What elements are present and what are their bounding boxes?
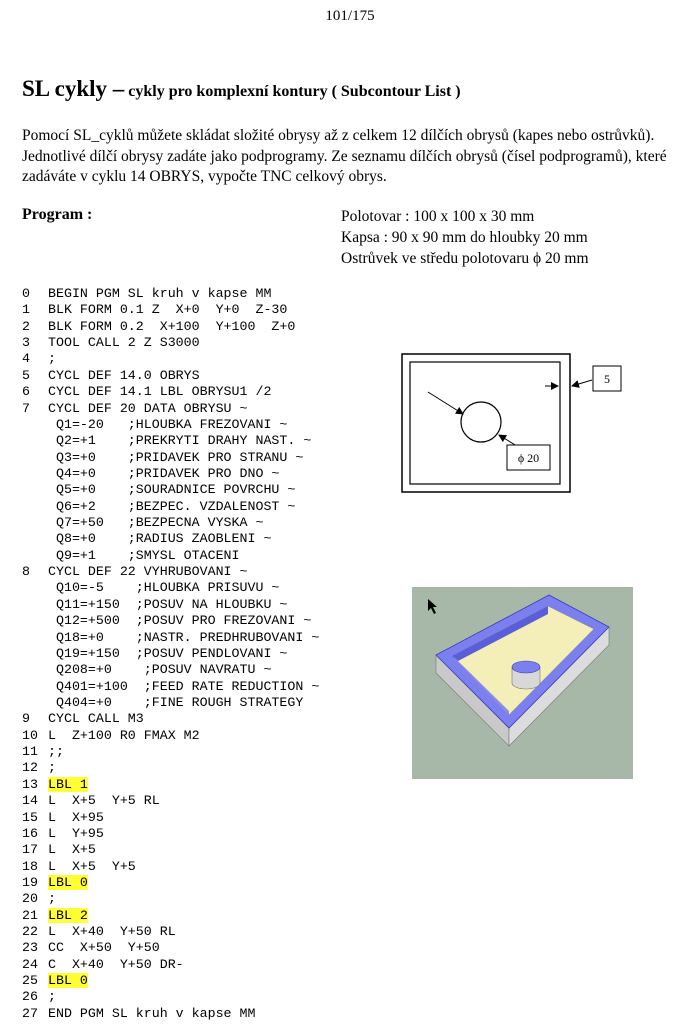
contour-diagram (400, 352, 630, 494)
code-text: Q8=+0 ;RADIUS ZAOBLENI ~ (48, 531, 272, 547)
line-number: 19 (22, 874, 38, 890)
workpiece-spec (341, 206, 589, 269)
code-text: TOOL CALL 2 Z S3000 (48, 335, 200, 351)
code-line (22, 973, 319, 989)
code-line (22, 499, 319, 515)
code-line (22, 777, 319, 793)
code-text: CYCL DEF 14.1 LBL OBRYSU1 /2 (48, 384, 272, 400)
code-line (22, 695, 319, 711)
code-text: CC X+50 Y+50 (48, 940, 160, 956)
line-number: 18 (22, 858, 38, 874)
line-number: 13 (22, 776, 38, 792)
code-line (22, 433, 319, 449)
line-number: 3 (22, 335, 30, 351)
line-number: 23 (22, 940, 38, 956)
code-line (22, 368, 319, 384)
line-number: 15 (22, 809, 38, 825)
pocket-3d-render (412, 587, 633, 779)
code-text: L X+5 (48, 842, 96, 858)
line-number: 27 (22, 1005, 38, 1021)
spec-line: Kapsa : 90 x 90 mm do hloubky 20 mm (341, 229, 588, 246)
wall-label: 5 (604, 372, 610, 386)
line-number: 2 (22, 318, 30, 334)
code-text: Q7=+50 ;BEZPECNA VYSKA ~ (48, 515, 264, 531)
code-line (22, 466, 319, 482)
code-line (22, 564, 319, 580)
line-number: 5 (22, 367, 30, 383)
nc-program-listing (22, 286, 319, 1022)
code-line (22, 335, 319, 351)
spec-line: Ostrůvek ve středu polotovaru ϕ 20 mm (341, 250, 589, 267)
line-number: 1 (22, 302, 30, 318)
code-text: BLK FORM 0.2 X+100 Y+100 Z+0 (48, 318, 296, 334)
code-line (22, 810, 319, 826)
code-line (22, 384, 319, 400)
code-text: Q208=+0 ;POSUV NAVRATU ~ (48, 662, 272, 678)
code-line (22, 613, 319, 629)
code-line (22, 744, 319, 760)
title-sub: cykly pro komplexní kontury ( Subcontour List ) (128, 83, 461, 100)
code-text: CYCL DEF 22 VYHRUBOVANI ~ (48, 564, 248, 580)
code-line (22, 548, 319, 564)
line-number: 12 (22, 760, 38, 776)
line-number: 4 (22, 351, 30, 367)
label-marker: LBL 0 (48, 973, 88, 989)
line-number: 22 (22, 924, 38, 940)
code-text: Q10=-5 ;HLOUBKA PRISUVU ~ (48, 580, 280, 596)
code-text: CYCL DEF 14.0 OBRYS (48, 367, 200, 383)
code-line (22, 711, 319, 727)
code-line (22, 482, 319, 498)
blank-outline (402, 354, 570, 492)
label-marker: LBL 1 (48, 776, 88, 792)
wall-arrow-out (572, 380, 592, 386)
code-text: L Z+100 R0 FMAX M2 (48, 727, 200, 743)
code-text: CYCL CALL M3 (48, 711, 144, 727)
code-line (22, 891, 319, 907)
code-line (22, 940, 319, 956)
line-number: 25 (22, 973, 38, 989)
code-text: ; (48, 351, 56, 367)
code-line (22, 989, 319, 1005)
page-number: 101/175 (325, 8, 375, 24)
code-text: Q9=+1 ;SMYSL OTACENI (48, 547, 240, 563)
code-line (22, 597, 319, 613)
label-marker: LBL 0 (48, 874, 88, 890)
code-text: ; (48, 891, 56, 907)
line-number: 20 (22, 891, 38, 907)
code-line (22, 401, 319, 417)
line-number: 26 (22, 989, 38, 1005)
line-number: 14 (22, 793, 38, 809)
code-text: Q12=+500 ;POSUV PRO FREZOVANI ~ (48, 613, 312, 629)
code-text: ; (48, 989, 56, 1005)
island-label: ϕ 20 (517, 451, 540, 465)
code-text: Q19=+150 ;POSUV PENDLOVANI ~ (48, 645, 288, 661)
code-text: Q401=+100 ;FEED RATE REDUCTION ~ (48, 678, 320, 694)
spec-line: Polotovar : 100 x 100 x 30 mm (341, 208, 535, 225)
code-line (22, 515, 319, 531)
code-text: Q2=+1 ;PREKRYTI DRAHY NAST. ~ (48, 433, 312, 449)
intro-paragraph: Pomocí SL_cyklů můžete skládat složité obrysy až z celkem 12 dílčích obrysů (kapes nebo ostrůvků). Jednotlivé dílčí obrysy zadáte jako podprogramy. Ze seznamu dílčích obrysů (čísel podprogramů), které zadáváte v cyklu 14 OBRYS, vypočte TNC celkový obrys. (22, 127, 667, 185)
code-text: Q5=+0 ;SOURADNICE POVRCHU ~ (48, 482, 296, 498)
program-label: Program : (22, 206, 93, 223)
code-line (22, 417, 319, 433)
line-number: 16 (22, 825, 38, 841)
code-line (22, 630, 319, 646)
code-text: L Y+95 (48, 825, 104, 841)
code-text: L X+5 Y+5 RL (48, 793, 160, 809)
code-text: Q6=+2 ;BEZPEC. VZDALENOST ~ (48, 498, 296, 514)
code-line (22, 679, 319, 695)
code-text: Q18=+0 ;NASTR. PREDHRUBOVANI ~ (48, 629, 320, 645)
code-line (22, 351, 319, 367)
line-number: 21 (22, 907, 38, 923)
line-number: 6 (22, 384, 30, 400)
label-marker: LBL 2 (48, 907, 88, 923)
code-text: L X+95 (48, 809, 104, 825)
code-line (22, 924, 319, 940)
code-line (22, 450, 319, 466)
code-text: BEGIN PGM SL kruh v kapse MM (48, 286, 272, 301)
line-number: 11 (22, 744, 38, 760)
code-line (22, 1006, 319, 1022)
code-line (22, 875, 319, 891)
code-text: ;; (48, 744, 64, 760)
code-line (22, 580, 319, 596)
code-line (22, 302, 319, 318)
code-line (22, 646, 319, 662)
code-text: Q11=+150 ;POSUV NA HLOUBKU ~ (48, 596, 288, 612)
code-text: Q4=+0 ;PRIDAVEK PRO DNO ~ (48, 465, 280, 481)
line-number: 10 (22, 727, 38, 743)
code-line (22, 908, 319, 924)
pointer-arrow (428, 392, 463, 414)
code-text: Q1=-20 ;HLOUBKA FREZOVANI ~ (48, 416, 288, 432)
code-line (22, 793, 319, 809)
code-text: ; (48, 760, 56, 776)
code-text: L X+40 Y+50 RL (48, 924, 176, 940)
island-circle (461, 402, 501, 442)
code-line (22, 662, 319, 678)
code-line (22, 760, 319, 776)
code-line (22, 728, 319, 744)
title-main: SL cykly – (22, 76, 125, 101)
code-line (22, 531, 319, 547)
line-number: 7 (22, 400, 30, 416)
line-number: 24 (22, 956, 38, 972)
code-text: BLK FORM 0.1 Z X+0 Y+0 Z-30 (48, 302, 288, 318)
section-title (22, 76, 461, 102)
code-text: C X+40 Y+50 DR- (48, 956, 184, 972)
code-line (22, 957, 319, 973)
code-text: CYCL DEF 20 DATA OBRYSU ~ (48, 400, 248, 416)
code-text: L X+5 Y+5 (48, 858, 136, 874)
line-number: 9 (22, 711, 30, 727)
code-line (22, 842, 319, 858)
code-text: Q404=+0 ;FINE ROUGH STRATEGY (48, 694, 304, 710)
line-number: 17 (22, 842, 38, 858)
code-line (22, 859, 319, 875)
line-number: 0 (22, 286, 30, 301)
line-number: 8 (22, 564, 30, 580)
code-line (22, 319, 319, 335)
code-text: END PGM SL kruh v kapse MM (48, 1005, 256, 1021)
code-line (22, 826, 319, 842)
code-text: Q3=+0 ;PRIDAVEK PRO STRANU ~ (48, 449, 304, 465)
code-line (22, 286, 319, 302)
